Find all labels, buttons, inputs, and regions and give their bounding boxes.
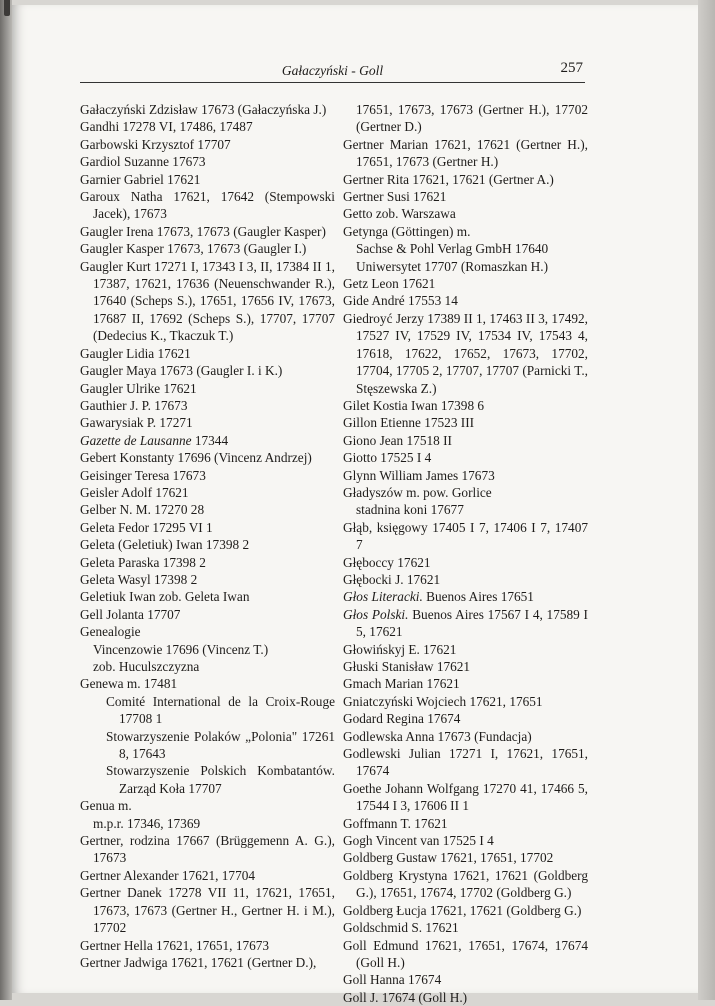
index-column-left — [80, 101, 335, 971]
index-entry — [343, 606, 588, 641]
index-entry: Głębocki J. 17621 — [343, 571, 441, 587]
index-entry: zob. Huculszczyzna — [93, 659, 200, 674]
index-entry: Gelber N. M. 17270 28 — [80, 502, 205, 518]
index-entry: Głąb, księgowy 17405 I 7, 17406 I 7, 17407 7 — [343, 519, 588, 553]
index-entry: Goffmann T. 17621 — [343, 815, 448, 831]
index-entry: Getto zob. Warszawa — [343, 206, 456, 222]
page-number: 257 — [560, 60, 583, 76]
index-entry: Geleta Wasyl 17398 2 — [80, 571, 198, 587]
index-entry: Gell Jolanta 17707 — [80, 606, 181, 622]
index-entry: Głęboccy 17621 — [343, 554, 431, 570]
index-column-right — [343, 101, 588, 1006]
index-entry — [80, 432, 335, 449]
index-entry: Gertner Susi 17621 — [343, 189, 447, 205]
index-entry: Gaugler Ulrike 17621 — [80, 380, 197, 396]
index-entry: Giotto 17525 I 4 — [343, 450, 432, 466]
index-entry: Gertner Alexander 17621, 17704 — [80, 867, 256, 883]
page-header — [80, 60, 585, 80]
index-entry: Gawarysiak P. 17271 — [80, 415, 193, 431]
binding-clip — [4, 0, 10, 16]
index-entry: Gaugler Irena 17673, 17673 (Gaugler Kasper) — [80, 223, 326, 239]
index-entry: Gertner, rodzina 17667 (Brüggemenn A. G.), 17673 — [80, 833, 335, 866]
index-entry: Gałaczyński Zdzisław 17673 (Gałaczyńska J.) — [80, 102, 327, 117]
index-entry: Geleta (Geletiuk) Iwan 17398 2 — [80, 537, 250, 553]
index-entry: Geleta Paraska 17398 2 — [80, 554, 206, 570]
index-entry: Geisinger Teresa 17673 — [80, 467, 206, 483]
index-entry: Gaugler Kasper 17673, 17673 (Gaugler I.) — [80, 241, 307, 257]
index-entry: Comité International de la Croix-Rouge 17708 1 — [106, 693, 335, 727]
index-entry: Gilet Kostia Iwan 17398 6 — [343, 397, 485, 413]
index-entry: Gaugler Kurt 17271 I, 17343 I 3, II, 17384 II 1, 17387, 17621, 17636 (Neuenschwander R.), 17640 (Scheps S.), 17651, 17656 IV, 17673, 17687 II, 17692 (Scheps S.), 17707, 17707 (Dedecius K., Tkaczuk T.) — [80, 258, 335, 344]
index-entry: Geleta Fedor 17295 VI 1 — [80, 519, 213, 535]
index-entry: Goldberg Krystyna 17621, 17621 (Goldberg G.), 17651, 17674, 17702 (Goldberg G.) — [343, 867, 588, 901]
index-entry: Goldschmid S. 17621 — [343, 920, 459, 936]
index-entry: Gertner Jadwiga 17621, 17621 (Gertner D.), — [80, 954, 317, 970]
index-entry: Genealogie — [80, 624, 141, 640]
index-entry: Gillon Etienne 17523 III — [343, 415, 475, 431]
index-entry: Goll J. 17674 (Goll H.) — [343, 989, 468, 1005]
index-entry: Gertner Danek 17278 VII 11, 17621, 17651, 17673, 17673 (Gertner H., Gertner H. i M.), 17702 — [80, 885, 335, 936]
index-entry: Garnier Gabriel 17621 — [80, 171, 201, 187]
index-entry: Vincenzowie 17696 (Vincenz T.) — [93, 641, 269, 657]
entry-references: 17344 — [191, 432, 229, 448]
index-entry: Stowarzyszenie Polskich Kombatantów. Zarząd Koła 17707 — [106, 763, 335, 796]
index-entry: Geisler Adolf 17621 — [80, 484, 189, 500]
index-entry: stadnina koni 17677 — [356, 502, 464, 518]
index-entry: Gładyszów m. pow. Gorlice — [343, 484, 492, 500]
index-entry: Geletiuk Iwan zob. Geleta Iwan — [80, 589, 250, 605]
publication-title: Głos Literacki. — [343, 589, 423, 605]
entry-references: Buenos Aires 17651 — [422, 589, 534, 605]
index-entry: Goldberg Gustaw 17621, 17651, 17702 — [343, 850, 554, 866]
index-entry: Gniatczyński Wojciech 17621, 17651 — [343, 693, 543, 709]
index-entry: Gertner Rita 17621, 17621 (Gertner A.) — [343, 171, 554, 187]
index-entry: Uniwersytet 17707 (Romaszkan H.) — [356, 258, 549, 274]
index-entry: Głowińskyj E. 17621 — [343, 641, 457, 657]
index-entry: Goethe Johann Wolfgang 17270 41, 17466 5, 17544 I 3, 17606 II 1 — [343, 780, 588, 814]
page-edge — [698, 0, 715, 1000]
index-entry: Giedroyć Jerzy 17389 II 1, 17463 II 3, 17492, 17527 IV, 17529 IV, 17534 IV, 17543 4, 17618, 17622, 17652, 17673, 17702, 17704, 17705 2, 17707, 17707 (Parnicki T., Stęszewska Z.) — [343, 310, 588, 396]
index-entry: Goldberg Łucja 17621, 17621 (Goldberg G.) — [343, 902, 582, 918]
index-entry: Garbowski Krzysztof 17707 — [80, 136, 231, 152]
index-entry: Gauthier J. P. 17673 — [80, 397, 188, 413]
index-entry: Gide André 17553 14 — [343, 293, 458, 309]
index-entry: Goll Edmund 17621, 17651, 17674, 17674 (Goll H.) — [343, 937, 588, 970]
index-entry: Godard Regina 17674 — [343, 711, 461, 727]
index-entry: Głuski Stanisław 17621 — [343, 659, 471, 674]
index-entry: Gandhi 17278 VI, 17486, 17487 — [80, 119, 253, 135]
index-entry: Genewa m. 17481 — [80, 676, 178, 692]
index-entry: Goll Hanna 17674 — [343, 972, 442, 988]
index-entry: Gertner Hella 17621, 17651, 17673 — [80, 937, 270, 953]
index-entry: Getz Leon 17621 — [343, 276, 436, 292]
index-entry: Gertner Marian 17621, 17621 (Gertner H.), 17651, 17673 (Gertner H.) — [343, 136, 588, 170]
publication-title: Gazette de Lausanne — [80, 432, 192, 448]
index-entry: Genua m. — [80, 798, 132, 814]
publication-title: Głos Polski. — [343, 606, 409, 622]
index-entry: Gebert Konstanty 17696 (Vincenz Andrzej) — [80, 450, 312, 466]
index-entry: Giono Jean 17518 II — [343, 432, 452, 448]
index-entry: Stowarzyszenie Polaków „Polonia" 17261 8, 17643 — [106, 728, 335, 762]
index-entry: Gogh Vincent van 17525 I 4 — [343, 833, 494, 849]
book-gutter — [0, 0, 12, 1000]
index-entry: Sachse & Pohl Verlag GmbH 17640 — [356, 241, 549, 257]
entry-references: Buenos Aires 17567 I 4, 17589 I 5, 17621 — [356, 606, 588, 640]
index-entry: Glynn William James 17673 — [343, 467, 495, 483]
index-entry: 17651, 17673, 17673 (Gertner H.), 17702 (Gertner D.) — [356, 102, 588, 135]
index-entry — [343, 588, 588, 605]
index-entry: Gardiol Suzanne 17673 — [80, 154, 206, 170]
index-entry: Gaugler Lidia 17621 — [80, 345, 191, 361]
running-head: Gałaczyński - Goll — [281, 63, 384, 78]
index-entry: Getynga (Göttingen) m. — [343, 223, 471, 239]
index-entry: Godlewski Julian 17271 I, 17621, 17651, 17674 — [343, 746, 588, 779]
index-entry: Garoux Natha 17621, 17642 (Stempowski Jacek), 17673 — [80, 189, 335, 222]
header-rule — [80, 82, 585, 83]
index-entry: Godlewska Anna 17673 (Fundacja) — [343, 728, 532, 744]
index-entry: m.p.r. 17346, 17369 — [93, 815, 201, 831]
index-entry: Gaugler Maya 17673 (Gaugler I. i K.) — [80, 363, 283, 379]
index-entry: Gmach Marian 17621 — [343, 676, 460, 692]
